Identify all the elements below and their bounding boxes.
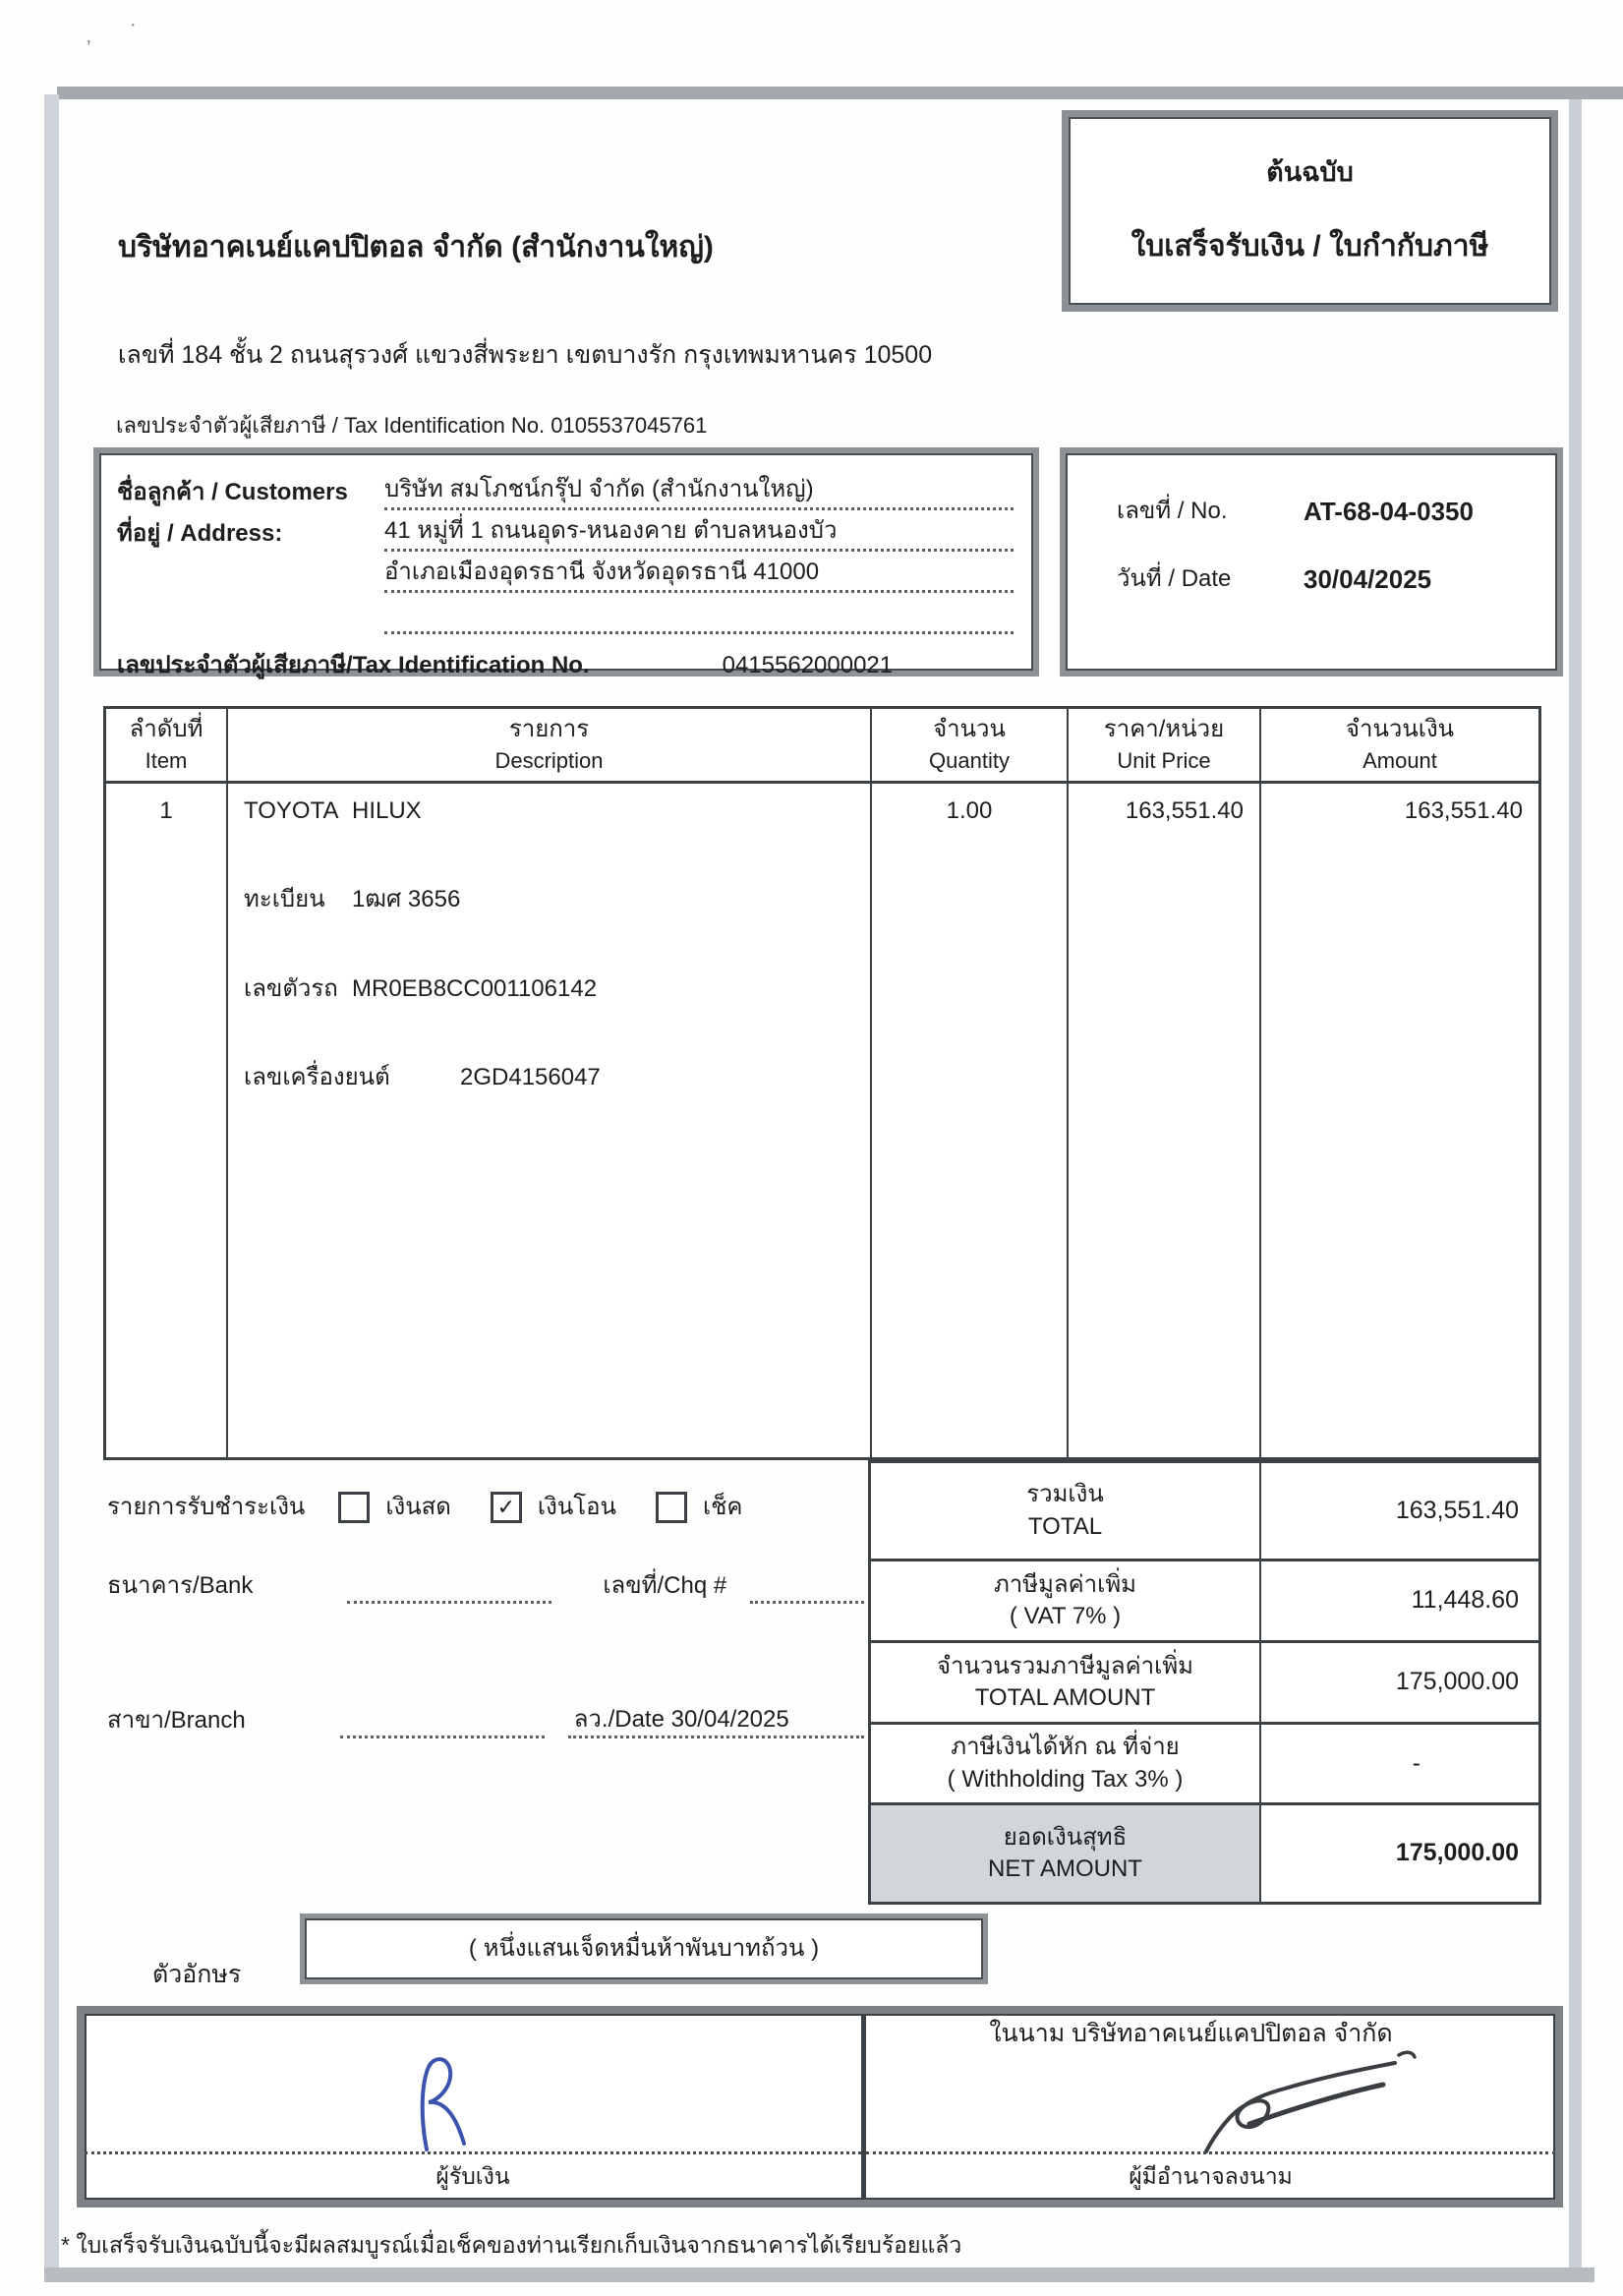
chassis-value: MR0EB8CC001106142 bbox=[352, 974, 598, 1002]
customer-address-line3-empty bbox=[384, 598, 1014, 634]
scan-speck: ‚ bbox=[87, 26, 91, 47]
col-header-item bbox=[106, 709, 228, 784]
branch-field bbox=[340, 1706, 545, 1738]
company-tax-id: เลขประจำตัวผู้เสียภาษี / Tax Identification No. 0105537045761 bbox=[116, 413, 708, 438]
spacer bbox=[117, 632, 384, 634]
authorized-signature-icon bbox=[1190, 2041, 1446, 2159]
col-header-qty-th: จำนวน bbox=[933, 716, 1006, 743]
invoice-date-value: 30/04/2025 bbox=[1304, 564, 1432, 595]
total-label bbox=[871, 1463, 1261, 1561]
checkbox-transfer-mark: ✓ bbox=[496, 1495, 516, 1520]
items-table bbox=[103, 706, 1541, 1460]
withholding-tax-label bbox=[871, 1725, 1261, 1805]
col-header-price-th: ราคา/หน่วย bbox=[1103, 716, 1225, 743]
total-amount-label bbox=[871, 1643, 1261, 1725]
total-amount-value: 175,000.00 bbox=[1261, 1643, 1538, 1725]
summary-section bbox=[103, 1460, 1541, 1905]
scan-edge-right bbox=[1569, 99, 1582, 2269]
vat-label bbox=[871, 1561, 1261, 1643]
withholding-tax-label-th: ภาษีเงินได้หัก ณ ที่จ่าย bbox=[951, 1734, 1180, 1761]
vehicle-brand: TOYOTA bbox=[244, 797, 339, 824]
total-label-en: TOTAL bbox=[1027, 1512, 1103, 1540]
bank-field bbox=[347, 1571, 551, 1604]
withholding-tax-label-en: ( Withholding Tax 3% ) bbox=[947, 1765, 1184, 1793]
item-quantity-cell: 1.00 bbox=[872, 784, 1069, 1457]
registration-value: 1ฒศ 3656 bbox=[352, 886, 461, 913]
engine-label: เลขเครื่องยนต์ bbox=[244, 1064, 390, 1091]
item-number-cell: 1 bbox=[106, 784, 228, 1457]
receiver-label: ผู้รับเงิน bbox=[435, 2163, 510, 2190]
cash-label: เงินสด bbox=[385, 1494, 451, 1520]
authorized-signature-area bbox=[866, 2014, 1555, 2154]
customer-address-row3 bbox=[117, 593, 1014, 634]
net-amount-value: 175,000.00 bbox=[1395, 1839, 1519, 1867]
amount-in-words-label: ตัวอักษร bbox=[152, 1961, 242, 1988]
scan-edge-bottom bbox=[44, 2267, 1594, 2282]
customer-address-line2: อำเภอเมืองอุดรธานี จังหวัดอุดรธานี 41000 bbox=[384, 557, 1014, 593]
col-header-quantity bbox=[872, 709, 1069, 784]
customer-address-row2 bbox=[117, 552, 1014, 593]
checkbox-transfer bbox=[491, 1492, 522, 1523]
vat-label-th: ภาษีมูลค่าเพิ่ม bbox=[993, 1570, 1137, 1598]
customer-info-box bbox=[93, 447, 1039, 677]
checkbox-cash bbox=[338, 1492, 370, 1523]
branch-label: สาขา/Branch bbox=[107, 1707, 246, 1734]
cheque-date-field: ลว./Date 30/04/2025 bbox=[568, 1704, 864, 1738]
total-amount-label-en: TOTAL AMOUNT bbox=[974, 1684, 1156, 1711]
item-amount-cell: 163,551.40 bbox=[1404, 797, 1523, 824]
invoice-number-row bbox=[1066, 495, 1557, 529]
payment-methods-row bbox=[107, 1492, 782, 1523]
customer-name-label: ชื่อลูกค้า / Customers bbox=[117, 478, 348, 505]
customer-tax-row bbox=[117, 650, 1014, 681]
col-header-unit-price bbox=[1069, 709, 1261, 784]
col-header-item-th: ลำดับที่ bbox=[129, 716, 203, 743]
invoice-number-value: AT-68-04-0350 bbox=[1304, 497, 1474, 526]
chassis-number-line bbox=[244, 973, 870, 1005]
vehicle-model: HILUX bbox=[352, 797, 422, 824]
branch-row bbox=[107, 1704, 864, 1738]
registration-label: ทะเบียน bbox=[244, 886, 325, 913]
net-amount-label-th: ยอดเงินสุทธิ bbox=[1003, 1823, 1128, 1851]
col-header-desc-th: รายการ bbox=[508, 716, 590, 743]
document-type-box bbox=[1062, 110, 1558, 312]
col-header-item-en: Item bbox=[145, 747, 188, 773]
col-header-desc-en: Description bbox=[494, 747, 604, 773]
total-value: 163,551.40 bbox=[1261, 1463, 1538, 1561]
bank-label: ธนาคาร/Bank bbox=[107, 1572, 254, 1599]
receiver-signature-area bbox=[85, 2014, 861, 2154]
scan-edge-left bbox=[44, 94, 59, 2269]
col-header-price-en: Unit Price bbox=[1117, 747, 1211, 773]
scan-speck: · bbox=[130, 14, 137, 35]
col-header-description bbox=[228, 709, 872, 784]
amount-in-words-text: ( หนึ่งแสนเจ็ดหมื่นห้าพันบาทถ้วน ) bbox=[468, 1934, 820, 1962]
col-header-amount-th: จำนวนเงิน bbox=[1345, 716, 1455, 743]
totals-table bbox=[868, 1460, 1541, 1905]
customer-tax-id-value: 0415562000021 bbox=[722, 652, 894, 678]
amount-in-words-box bbox=[300, 1913, 988, 1984]
document-type-title: ใบเสร็จรับเงิน / ใบกำกับภาษี bbox=[1130, 230, 1489, 264]
payment-methods-label: รายการรับชำระเงิน bbox=[107, 1494, 306, 1520]
customer-address-line1: 41 หมู่ที่ 1 ถนนอุดร-หนองคาย ตำบลหนองบัว bbox=[384, 515, 1014, 552]
invoice-meta-box bbox=[1060, 447, 1563, 677]
item-description-cell bbox=[228, 784, 872, 1457]
bank-row bbox=[107, 1570, 864, 1604]
receiver-signature-cell bbox=[85, 2014, 866, 2200]
net-amount-label bbox=[871, 1805, 1261, 1902]
net-amount-label-en: NET AMOUNT bbox=[988, 1855, 1142, 1882]
company-name: บริษัทอาคเนย์แคปปิตอล จำกัด (สำนักงานใหญ่) bbox=[118, 231, 714, 264]
vat-value: 11,448.60 bbox=[1261, 1561, 1538, 1643]
col-header-amount bbox=[1261, 709, 1538, 784]
total-label-th: รวมเงิน bbox=[1026, 1481, 1104, 1508]
vehicle-registration-line bbox=[244, 884, 870, 915]
engine-number-line bbox=[244, 1062, 870, 1093]
copy-label: ต้นฉบับ bbox=[1266, 157, 1354, 188]
chassis-label: เลขตัวรถ bbox=[244, 974, 338, 1002]
cheque-label: เช็ค bbox=[702, 1494, 743, 1520]
company-address: เลขที่ 184 ชั้น 2 ถนนสุรวงศ์ แขวงสี่พระยา เขตบางรัก กรุงเทพมหานคร 10500 bbox=[118, 341, 933, 369]
vehicle-title bbox=[244, 795, 870, 827]
vat-label-en: ( VAT 7% ) bbox=[1009, 1603, 1122, 1629]
invoice-number-label: เลขที่ / No. bbox=[1117, 498, 1228, 525]
col-header-qty-en: Quantity bbox=[929, 747, 1010, 773]
authorized-label: ผู้มีอำนาจลงนาม bbox=[1129, 2163, 1293, 2190]
spacer bbox=[117, 591, 384, 593]
customer-name-row bbox=[117, 469, 1014, 510]
cheque-number-label: เลขที่/Chq # bbox=[603, 1572, 727, 1599]
engine-value: 2GD4156047 bbox=[460, 1064, 601, 1091]
customer-name-value: บริษัท สมโภชน์กรุ๊ป จำกัด (สำนักงานใหญ่) bbox=[384, 474, 1014, 510]
col-header-amount-en: Amount bbox=[1362, 747, 1437, 773]
customer-tax-id-label: เลขประจำตัวผู้เสียภาษี/Tax Identification No. bbox=[117, 652, 590, 678]
checkbox-cheque bbox=[656, 1492, 687, 1523]
footer-note: * ใบเสร็จรับเงินฉบับนี้จะมีผลสมบูรณ์เมื่อเช็คของท่านเรียกเก็บเงินจากธนาคารได้เรียบร้อยแล้ว bbox=[61, 2232, 962, 2258]
item-unit-price-cell: 163,551.40 bbox=[1069, 784, 1261, 1457]
authorized-signature-cell bbox=[866, 2014, 1555, 2200]
on-behalf-text: ในนาม บริษัทอาคเนย์แคปปิตอล จำกัด bbox=[989, 2020, 1393, 2047]
invoice-date-label: วันที่ / Date bbox=[1117, 565, 1232, 593]
transfer-label: เงินโอน bbox=[537, 1494, 616, 1520]
customer-address-label: ที่อยู่ / Address: bbox=[117, 519, 283, 547]
withholding-tax-value: - bbox=[1261, 1725, 1538, 1805]
receiver-signature-icon bbox=[409, 2051, 478, 2159]
total-amount-label-th: จำนวนรวมภาษีมูลค่าเพิ่ม bbox=[936, 1652, 1194, 1679]
scan-edge-top bbox=[57, 87, 1623, 99]
signature-section bbox=[77, 2006, 1563, 2208]
cheque-number-field bbox=[750, 1571, 864, 1604]
invoice-date-row bbox=[1066, 562, 1557, 597]
customer-address-row bbox=[117, 510, 1014, 552]
payment-section bbox=[107, 1460, 864, 1905]
